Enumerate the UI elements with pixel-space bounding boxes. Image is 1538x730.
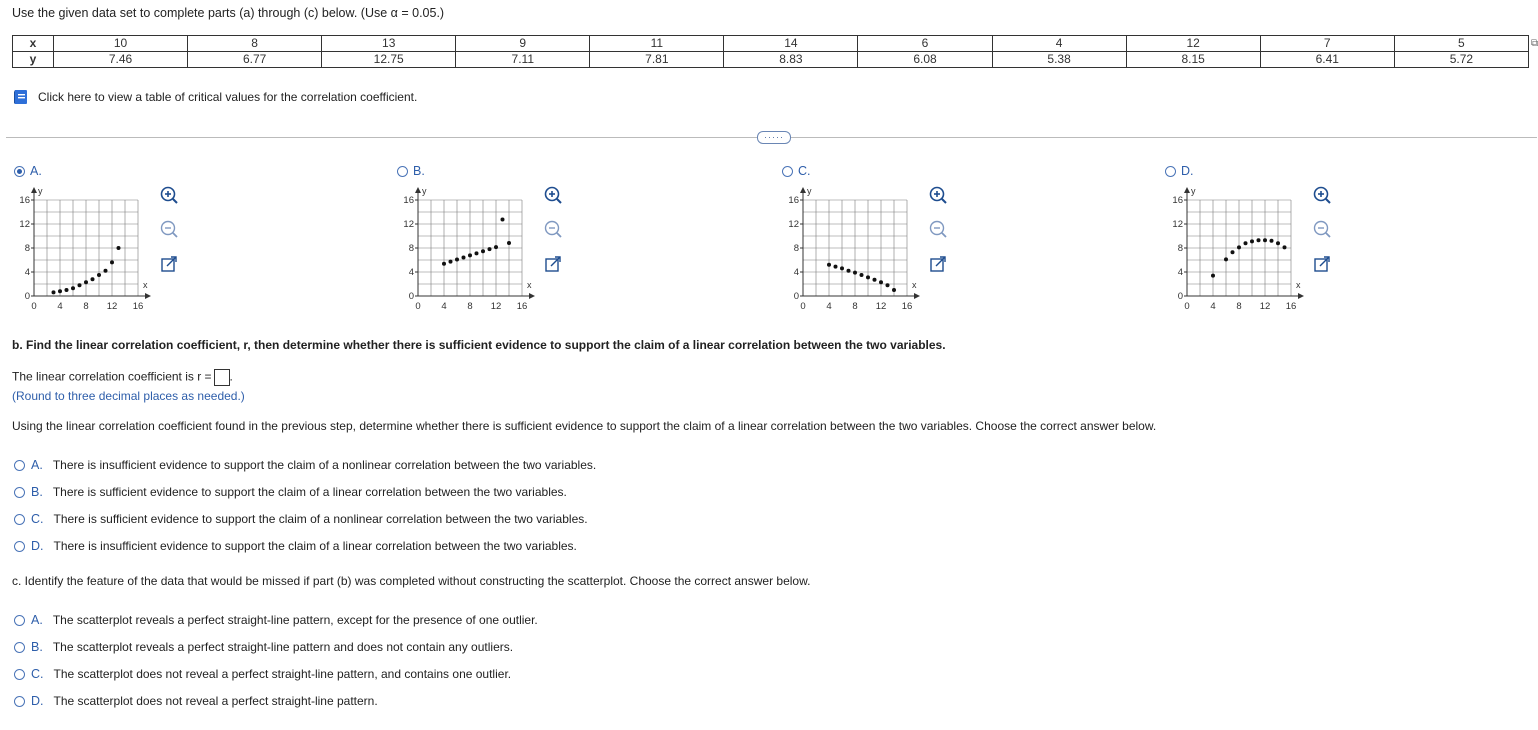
data-point: [104, 269, 108, 273]
y-tick-label: 0: [1177, 291, 1183, 302]
radio-b-b[interactable]: [14, 487, 25, 498]
option-c[interactable]: [782, 164, 811, 178]
x-tick-label: 4: [1210, 301, 1216, 312]
x-cell: 5: [1394, 36, 1528, 52]
y-tick-label: 16: [1172, 195, 1183, 206]
data-point: [886, 283, 890, 287]
y-axis-label: y: [422, 186, 427, 196]
data-point: [1276, 241, 1280, 245]
expand-dots-button[interactable]: ·····: [757, 131, 791, 144]
data-point: [475, 251, 479, 255]
radio-b-d[interactable]: [14, 541, 25, 552]
part-b-followup: Using the linear correlation coefficient found in the previous step, determine whether there is sufficient evidence to support the claim of a linear correlation between the two variables. Choose the correct answer below.: [12, 419, 1157, 433]
data-point: [481, 249, 485, 253]
radio-b-a[interactable]: [14, 460, 25, 471]
y-cell: 7.11: [456, 52, 590, 68]
y-tick-label: 8: [793, 243, 799, 254]
choice-text: The scatterplot reveals a perfect straight-line pattern and does not contain any outliers.: [52, 640, 514, 654]
round-note: (Round to three decimal places as needed.): [12, 389, 245, 403]
y-tick-label: 8: [1177, 243, 1183, 254]
radio-b-c[interactable]: [14, 514, 25, 525]
data-point: [507, 241, 511, 245]
y-tick-label: 0: [24, 291, 30, 302]
option-d-letter: D.: [1181, 164, 1194, 178]
data-point: [834, 265, 838, 269]
x-cell: 13: [322, 36, 456, 52]
data-point: [78, 283, 82, 287]
y-tick-label: 12: [788, 219, 799, 230]
x-header: x: [13, 36, 54, 52]
x-tick-label: 12: [875, 301, 887, 312]
instruction-text: Use the given data set to complete parts (a) through (c) below. (Use α = 0.05.): [12, 6, 445, 20]
zoom-out-icon[interactable]: [159, 219, 179, 239]
data-point: [449, 260, 453, 264]
option-b[interactable]: [397, 164, 425, 178]
y-cell: 8.15: [1126, 52, 1260, 68]
data-point: [1283, 245, 1287, 249]
x-tick-label: 0: [415, 301, 421, 312]
x-cell: 10: [54, 36, 188, 52]
data-point: [1250, 239, 1254, 243]
y-axis-label: y: [807, 186, 812, 196]
data-point: [462, 256, 466, 260]
data-point: [827, 263, 831, 267]
data-point: [65, 288, 69, 292]
option-c-letter: C.: [798, 164, 811, 178]
scatterplot-d: [1161, 184, 1311, 316]
part-b-choice-a[interactable]: [14, 458, 596, 472]
choice-letter: B.: [31, 640, 43, 654]
part-c-choice-b[interactable]: [14, 640, 513, 654]
y-row: [13, 52, 1529, 68]
data-point: [1263, 238, 1267, 242]
x-tick-label: 0: [1184, 301, 1190, 312]
x-axis-arrow: [145, 293, 151, 299]
part-c-choice-c[interactable]: [14, 667, 511, 681]
x-tick-label: 16: [1285, 301, 1297, 312]
part-b-choice-d[interactable]: [14, 539, 577, 553]
y-cell: 6.77: [188, 52, 322, 68]
x-cell: 9: [456, 36, 590, 52]
x-axis-label: x: [143, 280, 148, 290]
y-cell: 7.46: [54, 52, 188, 68]
choice-letter: C.: [31, 667, 44, 681]
data-point: [892, 288, 896, 292]
x-axis-label: x: [527, 280, 532, 290]
zoom-out-icon[interactable]: [928, 219, 948, 239]
data-point: [879, 280, 883, 284]
scatterplot-c: [777, 184, 927, 316]
data-point: [58, 289, 62, 293]
data-point: [468, 253, 472, 257]
x-tick-label: 12: [490, 301, 502, 312]
choice-text: The scatterplot reveals a perfect straight-line pattern, except for the presence of one outlier.: [52, 613, 538, 627]
data-point: [853, 271, 857, 275]
x-tick-label: 0: [31, 301, 37, 312]
data-point: [442, 262, 446, 266]
x-tick-label: 12: [1259, 301, 1271, 312]
x-tick-label: 16: [516, 301, 528, 312]
data-table: [12, 35, 1529, 68]
part-b-choice-c[interactable]: [14, 512, 588, 526]
y-tick-label: 16: [19, 195, 30, 206]
r-prompt: The linear correlation coefficient is r =: [12, 369, 212, 384]
x-tick-label: 4: [57, 301, 63, 312]
data-point: [1270, 239, 1274, 243]
data-point: [52, 290, 56, 294]
x-cell: 11: [590, 36, 724, 52]
open-new-window-icon[interactable]: [159, 254, 179, 274]
y-cell: 8.83: [724, 52, 858, 68]
critical-values-link[interactable]: [12, 88, 417, 106]
choice-letter: D.: [31, 694, 44, 708]
x-cell: 7: [1260, 36, 1394, 52]
y-cell: 5.72: [1394, 52, 1528, 68]
choice-letter: D.: [31, 539, 44, 553]
part-c-choice-a[interactable]: [14, 613, 538, 627]
data-point: [1211, 274, 1215, 278]
y-tick-label: 8: [24, 243, 30, 254]
open-new-window-icon[interactable]: [928, 254, 948, 274]
x-cell: 6: [858, 36, 992, 52]
radio-c[interactable]: [782, 166, 793, 177]
y-tick-label: 12: [403, 219, 414, 230]
data-point: [860, 273, 864, 277]
data-point: [1257, 238, 1261, 242]
part-b-question: b. Find the linear correlation coefficient, r, then determine whether there is sufficient evidence to support the claim of a linear correlation between the two variables.: [12, 338, 946, 352]
x-tick-label: 4: [826, 301, 832, 312]
part-c-choice-d[interactable]: [14, 694, 378, 708]
y-tick-label: 0: [408, 291, 414, 302]
x-cell: 4: [992, 36, 1126, 52]
x-axis-label: x: [1296, 280, 1301, 290]
x-cell: 8: [188, 36, 322, 52]
y-tick-label: 4: [24, 267, 30, 278]
data-point: [501, 218, 505, 222]
y-axis-arrow: [415, 187, 421, 193]
x-tick-label: 16: [132, 301, 144, 312]
option-a[interactable]: [14, 164, 42, 178]
data-point: [84, 280, 88, 284]
part-b-choice-b[interactable]: [14, 485, 567, 499]
x-tick-label: 8: [1236, 301, 1242, 312]
x-row: [13, 36, 1529, 52]
data-point: [1237, 245, 1241, 249]
data-point: [866, 275, 870, 279]
choice-letter: B.: [31, 485, 43, 499]
data-point: [1224, 257, 1228, 261]
y-axis-label: y: [1191, 186, 1196, 196]
zoom-in-icon[interactable]: [928, 185, 948, 205]
x-tick-label: 8: [852, 301, 858, 312]
x-cell: 12: [1126, 36, 1260, 52]
data-point: [110, 260, 114, 264]
y-tick-label: 0: [793, 291, 799, 302]
data-point: [71, 286, 75, 290]
data-point: [840, 266, 844, 270]
x-tick-label: 8: [467, 301, 473, 312]
y-cell: 6.41: [1260, 52, 1394, 68]
y-axis-arrow: [1184, 187, 1190, 193]
data-point: [117, 246, 121, 250]
choice-letter: C.: [31, 512, 44, 526]
radio-d[interactable]: [1165, 166, 1176, 177]
y-tick-label: 8: [408, 243, 414, 254]
open-new-window-icon[interactable]: [1312, 254, 1332, 274]
y-tick-label: 4: [408, 267, 414, 278]
y-tick-label: 4: [1177, 267, 1183, 278]
data-point: [97, 273, 101, 277]
r-prompt-line: The linear correlation coefficient is r = .: [12, 369, 233, 386]
y-tick-label: 16: [403, 195, 414, 206]
y-tick-label: 12: [1172, 219, 1183, 230]
radio-c-a[interactable]: [14, 615, 25, 626]
radio-c-d[interactable]: [14, 696, 25, 707]
data-point: [1231, 250, 1235, 254]
zoom-in-icon[interactable]: [543, 185, 563, 205]
zoom-in-icon[interactable]: [1312, 185, 1332, 205]
option-d[interactable]: [1165, 164, 1194, 178]
zoom-in-icon[interactable]: [159, 185, 179, 205]
x-axis-arrow: [529, 293, 535, 299]
scatterplot-a: [8, 184, 158, 316]
x-axis-arrow: [1298, 293, 1304, 299]
y-cell: 5.38: [992, 52, 1126, 68]
r-answer-input[interactable]: [214, 369, 230, 386]
y-cell: 6.08: [858, 52, 992, 68]
radio-c-c[interactable]: [14, 669, 25, 680]
choice-letter: A.: [31, 458, 43, 472]
zoom-out-icon[interactable]: [543, 219, 563, 239]
scatterplot-b: [392, 184, 542, 316]
part-c-question: c. Identify the feature of the data that would be missed if part (b) was completed without constructing the scatterplot. Choose the correct answer below.: [12, 574, 811, 588]
y-axis-label: y: [38, 186, 43, 196]
data-point: [494, 245, 498, 249]
choice-letter: A.: [31, 613, 43, 627]
choice-text: There is sufficient evidence to support the claim of a nonlinear correlation between the two variables.: [53, 512, 588, 526]
y-tick-label: 16: [788, 195, 799, 206]
book-icon: [12, 88, 30, 106]
option-a-letter: A.: [30, 164, 42, 178]
zoom-out-icon[interactable]: [1312, 219, 1332, 239]
y-cell: 7.81: [590, 52, 724, 68]
radio-c-b[interactable]: [14, 642, 25, 653]
critical-values-link-text[interactable]: Click here to view a table of critical values for the correlation coefficient.: [38, 90, 418, 104]
x-axis-label: x: [912, 280, 917, 290]
data-point: [488, 247, 492, 251]
radio-b[interactable]: [397, 166, 408, 177]
y-tick-label: 12: [19, 219, 30, 230]
y-axis-arrow: [800, 187, 806, 193]
x-tick-label: 4: [441, 301, 447, 312]
choice-text: There is sufficient evidence to support the claim of a linear correlation between the two variables.: [52, 485, 567, 499]
x-tick-label: 0: [800, 301, 806, 312]
data-point: [91, 277, 95, 281]
choice-text: The scatterplot does not reveal a perfect straight-line pattern.: [53, 694, 378, 708]
open-new-window-icon[interactable]: [543, 254, 563, 274]
data-point: [873, 278, 877, 282]
choice-text: The scatterplot does not reveal a perfect straight-line pattern, and contains one outlier.: [53, 667, 512, 681]
x-axis-arrow: [914, 293, 920, 299]
y-header: y: [13, 52, 54, 68]
radio-a[interactable]: [14, 166, 25, 177]
x-tick-label: 12: [106, 301, 118, 312]
copy-table-icon[interactable]: ⧉: [1531, 38, 1538, 49]
choice-text: There is insufficient evidence to support the claim of a nonlinear correlation between the two variables.: [52, 458, 597, 472]
choice-text: There is insufficient evidence to support the claim of a linear correlation between the two variables.: [53, 539, 577, 553]
x-tick-label: 16: [901, 301, 913, 312]
y-axis-arrow: [31, 187, 37, 193]
x-tick-label: 8: [83, 301, 89, 312]
data-point: [847, 269, 851, 273]
x-cell: 14: [724, 36, 858, 52]
y-cell: 12.75: [322, 52, 456, 68]
y-tick-label: 4: [793, 267, 799, 278]
option-b-letter: B.: [413, 164, 425, 178]
data-point: [1244, 241, 1248, 245]
data-point: [455, 258, 459, 262]
